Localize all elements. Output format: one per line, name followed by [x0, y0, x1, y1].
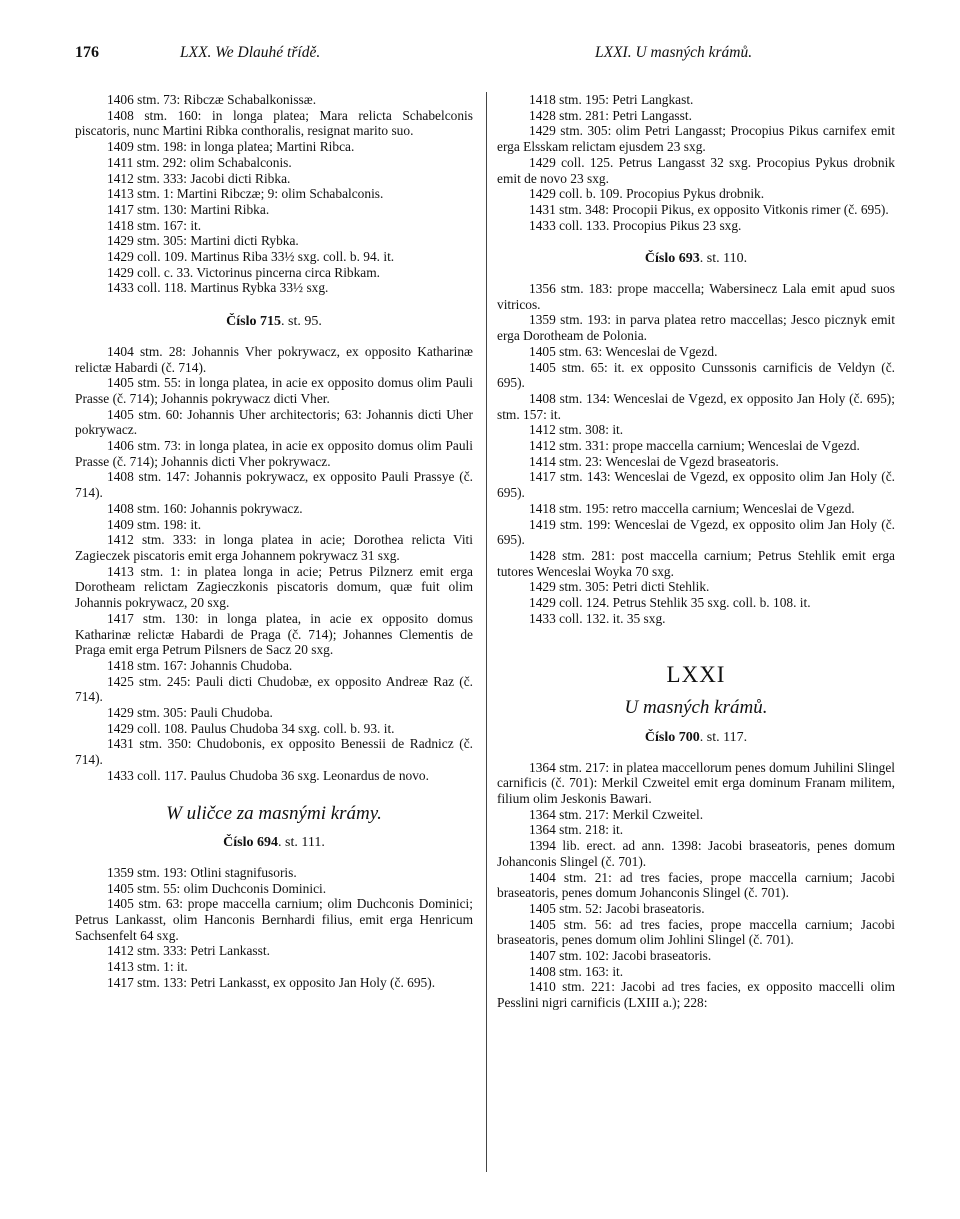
entry: 1356 stm. 183: prope maccella; Wabersinecz Lala emit apud suos vitricos.: [497, 281, 895, 312]
entry: 1359 stm. 193: in parva platea retro maccellas; Jesco picznyk emit erga Dorotheam de Polonia.: [497, 312, 895, 344]
entry: 1417 stm. 143: Wenceslai de Vgezd, ex opposito olim Jan Holy (č. 695).: [497, 469, 895, 501]
entry: 1429 stm. 305: Martini dicti Rybka.: [107, 233, 299, 249]
entry: 1364 stm. 217: in platea maccellorum penes domum Juhilini Slingel carnificis (č. 701): Merkil Czweitel emit erga dominum Franam militem, filium olim Jeskonis Bawari.: [497, 759, 895, 807]
entry: 1413 stm. 1: it.: [107, 959, 188, 975]
entry: 1412 stm. 333: in longa platea in acie; Dorothea relicta Viti Zagieczek piscatoris emit erga Johannem pokrywacz 31 sxg.: [75, 532, 473, 563]
entries-list: [75, 92, 473, 296]
section-subtitle: W uličce za masnými krámy.: [166, 802, 382, 824]
house-street-ref: . st. 95.: [281, 314, 322, 330]
entries-list: [75, 865, 473, 991]
entry: 1429 coll. 108. Paulus Chudoba 34 sxg. coll. b. 93. it.: [107, 720, 395, 736]
entry: 1406 stm. 73: in longa platea, in acie ex opposito domus olim Pauli Prasse (č. 714); Johannis dicti Vher pokrywacz.: [75, 438, 473, 469]
entry: 1359 stm. 193: Otlini stagnifusoris.: [107, 864, 297, 880]
entry: 1418 stm. 195: retro maccella carnium; Wenceslai de Vgezd.: [529, 500, 855, 516]
entry: 1428 stm. 281: Petri Langasst.: [529, 107, 692, 123]
entry: 1412 stm. 333: Petri Lankasst.: [107, 943, 270, 959]
left-running-title: LXX. We Dlauhé třídě.: [180, 44, 321, 61]
entry: 1408 stm. 147: Johannis pokrywacz, ex opposito Pauli Prassye (č. 714).: [75, 469, 473, 501]
entry: 1418 stm. 195: Petri Langkast.: [529, 92, 694, 107]
house-number: Číslo 693: [644, 251, 700, 267]
house-number: Číslo 700: [644, 729, 700, 745]
entries-list: [497, 281, 895, 626]
section-title: LXXI: [666, 661, 726, 687]
entry: 1431 stm. 348: Procopii Pikus, ex opposito Vitkonis rimer (č. 695).: [529, 201, 889, 217]
entry: 1418 stm. 167: it.: [107, 217, 202, 233]
entries-list: [497, 760, 895, 1011]
entry: 1394 lib. erect. ad ann. 1398: Jacobi braseatoris, penes domum Johanconis Slingel (č. 701).: [497, 838, 895, 869]
entry: 1405 stm. 63: prope maccella carnium; olim Duchconis Dominici; Petrus Lankasst, olim Hanconis Bernhardi filius, emit erga Henricum Sachsenfelt 64 sxg.: [75, 896, 473, 943]
house-number: Číslo 715: [226, 314, 281, 330]
entry: 1364 stm. 218: it.: [529, 822, 624, 838]
entry: 1433 coll. 132. it. 35 sxg.: [529, 610, 666, 626]
entries-list: [497, 92, 895, 233]
entry: 1409 stm. 198: it.: [107, 516, 202, 532]
entries-list: [75, 344, 473, 784]
entry: 1414 stm. 23: Wenceslai de Vgezd braseatoris.: [529, 453, 779, 469]
entry: 1429 coll. b. 109. Procopius Pykus drobnik.: [529, 186, 765, 202]
entry: 1431 stm. 350: Chudobonis, ex opposito Benessii de Radnicz (č. 714).: [75, 736, 473, 768]
entry: 1405 stm. 65: it. ex opposito Cunssonis carnificis de Veldyn (č. 695).: [497, 359, 895, 391]
entry: 1433 coll. 117. Paulus Chudoba 36 sxg. Leonardus de novo.: [107, 767, 429, 783]
entry: 1405 stm. 63: Wenceslai de Vgezd.: [529, 343, 718, 359]
entry: 1429 stm. 305: Petri dicti Stehlik.: [529, 579, 710, 595]
entry: 1419 stm. 199: Wenceslai de Vgezd, ex opposito olim Jan Holy (č. 695).: [497, 516, 895, 548]
entry: 1429 coll. 125. Petrus Langasst 32 sxg. Procopius Pykus drobnik emit de novo 23 sxg.: [497, 154, 895, 186]
right-running-title: LXXI. U masných krámů.: [595, 44, 753, 61]
entry: 1408 stm. 160: Johannis pokrywacz.: [107, 500, 303, 516]
entry: 1405 stm. 60: Johannis Uher architectoris; 63: Johannis dicti Uher pokrywacz.: [75, 406, 473, 438]
entry: 1417 stm. 130: Martini Ribka.: [107, 201, 270, 217]
house-heading-700: [497, 730, 895, 746]
entry: 1408 stm. 134: Wenceslai de Vgezd, ex opposito Jan Holy (č. 695); stm. 157: it.: [497, 390, 895, 422]
entry: 1417 stm. 130: in longa platea, in acie ex opposito domus Katharinæ relictæ Habardi de Praga (č. 714); Johannes Clementis de Praga emit erga Petrum Pilsners de Sacz 20 sxg.: [75, 610, 473, 658]
left-column: [75, 92, 473, 991]
entry: 1412 stm. 331: prope maccella carnium; Wenceslai de Vgezd.: [529, 438, 860, 454]
entry: 1405 stm. 55: in longa platea, in acie ex opposito domus olim Pauli Prasse (č. 714); Johannis pokrywacz dicti Vher.: [75, 375, 473, 406]
entry: 1429 stm. 305: Pauli Chudoba.: [107, 705, 273, 721]
entry: 1404 stm. 21: ad tres facies, prope maccella carnium; Jacobi braseatoris, penes domum Johanconis Slingel (č. 701).: [497, 869, 895, 901]
entry: 1411 stm. 292: olim Schabalconis.: [107, 154, 292, 170]
section-subtitle: U masných krámů.: [624, 697, 768, 719]
entry: 1407 stm. 102: Jacobi braseatoris.: [529, 948, 712, 964]
entry: 1412 stm. 308: it.: [529, 422, 624, 438]
entry: 1410 stm. 221: Jacobi ad tres facies, ex opposito maccelli olim Pesslini nigri carnificis (LXIII a.); 228:: [497, 979, 895, 1011]
house-heading-694: [75, 835, 473, 851]
entry: 1429 stm. 305: olim Petri Langasst; Procopius Pikus carnifex emit erga Elsskam relictam ejusdem 23 sxg.: [497, 123, 895, 155]
entry: 1408 stm. 163: it.: [529, 963, 624, 979]
entry: 1413 stm. 1: Martini Ribczæ; 9: olim Schabalconis.: [107, 186, 384, 202]
entry: 1433 coll. 133. Procopius Pikus 23 sxg.: [529, 217, 742, 233]
entry: 1364 stm. 217: Merkil Czweitel.: [529, 806, 704, 822]
entry: 1406 stm. 73: Ribczæ Schabalkonissæ.: [107, 92, 317, 107]
house-street-ref: . st. 111.: [278, 835, 325, 851]
running-header: [75, 44, 905, 68]
entry: 1425 stm. 245: Pauli dicti Chudobæ, ex opposito Andreæ Raz (č. 714).: [75, 673, 473, 705]
right-column: [497, 92, 895, 1011]
entry: 1408 stm. 160: in longa platea; Mara relicta Schabelconis piscatoris, nunc Martini Ribka conthoralis, resignat marito suo.: [75, 107, 473, 139]
entry: 1428 stm. 281: post maccella carnium; Petrus Stehlik emit erga tutores Wenceslai Woyka 70 sxg.: [497, 547, 895, 579]
entry: 1429 coll. 124. Petrus Stehlik 35 sxg. coll. b. 108. it.: [529, 595, 811, 611]
entry: 1404 stm. 28: Johannis Vher pokrywacz, ex opposito Katharinæ relictæ Habardi (č. 714).: [75, 343, 473, 375]
entry: 1429 coll. 109. Martinus Riba 33½ sxg. coll. b. 94. it.: [107, 249, 395, 265]
house-heading-693: [497, 251, 895, 267]
page-number: 176: [75, 44, 99, 61]
entry: 1413 stm. 1: in platea longa in acie; Petrus Pilznerz emit erga Dorotheam relictam Zagieczkonis piscatoris domum, quæ fuit olim Johannis pokrywacz, 20 sxg.: [75, 563, 473, 611]
entry: 1409 stm. 198: in longa platea; Martini Ribca.: [107, 139, 355, 155]
entry: 1433 coll. 118. Martinus Rybka 33½ sxg.: [107, 280, 329, 296]
house-street-ref: . st. 110.: [699, 251, 748, 267]
house-number: Číslo 694: [223, 835, 279, 851]
entry: 1405 stm. 52: Jacobi braseatoris.: [529, 900, 705, 916]
entry: 1412 stm. 333: Jacobi dicti Ribka.: [107, 170, 291, 186]
column-divider: [486, 92, 487, 1172]
house-street-ref: . st. 117.: [699, 729, 748, 745]
house-heading-715: [75, 314, 473, 330]
entry: 1405 stm. 56: ad tres facies, prope maccella carnium; Jacobi braseatoris, penes domum olim Johlini Slingel (č. 701).: [497, 916, 895, 948]
entry: 1405 stm. 55: olim Duchconis Dominici.: [107, 880, 327, 896]
entry: 1418 stm. 167: Johannis Chudoba.: [107, 657, 293, 673]
entry: 1417 stm. 133: Petri Lankasst, ex opposito Jan Holy (č. 695).: [107, 974, 436, 990]
entry: 1429 coll. c. 33. Victorinus pincerna circa Ribkam.: [107, 264, 381, 280]
